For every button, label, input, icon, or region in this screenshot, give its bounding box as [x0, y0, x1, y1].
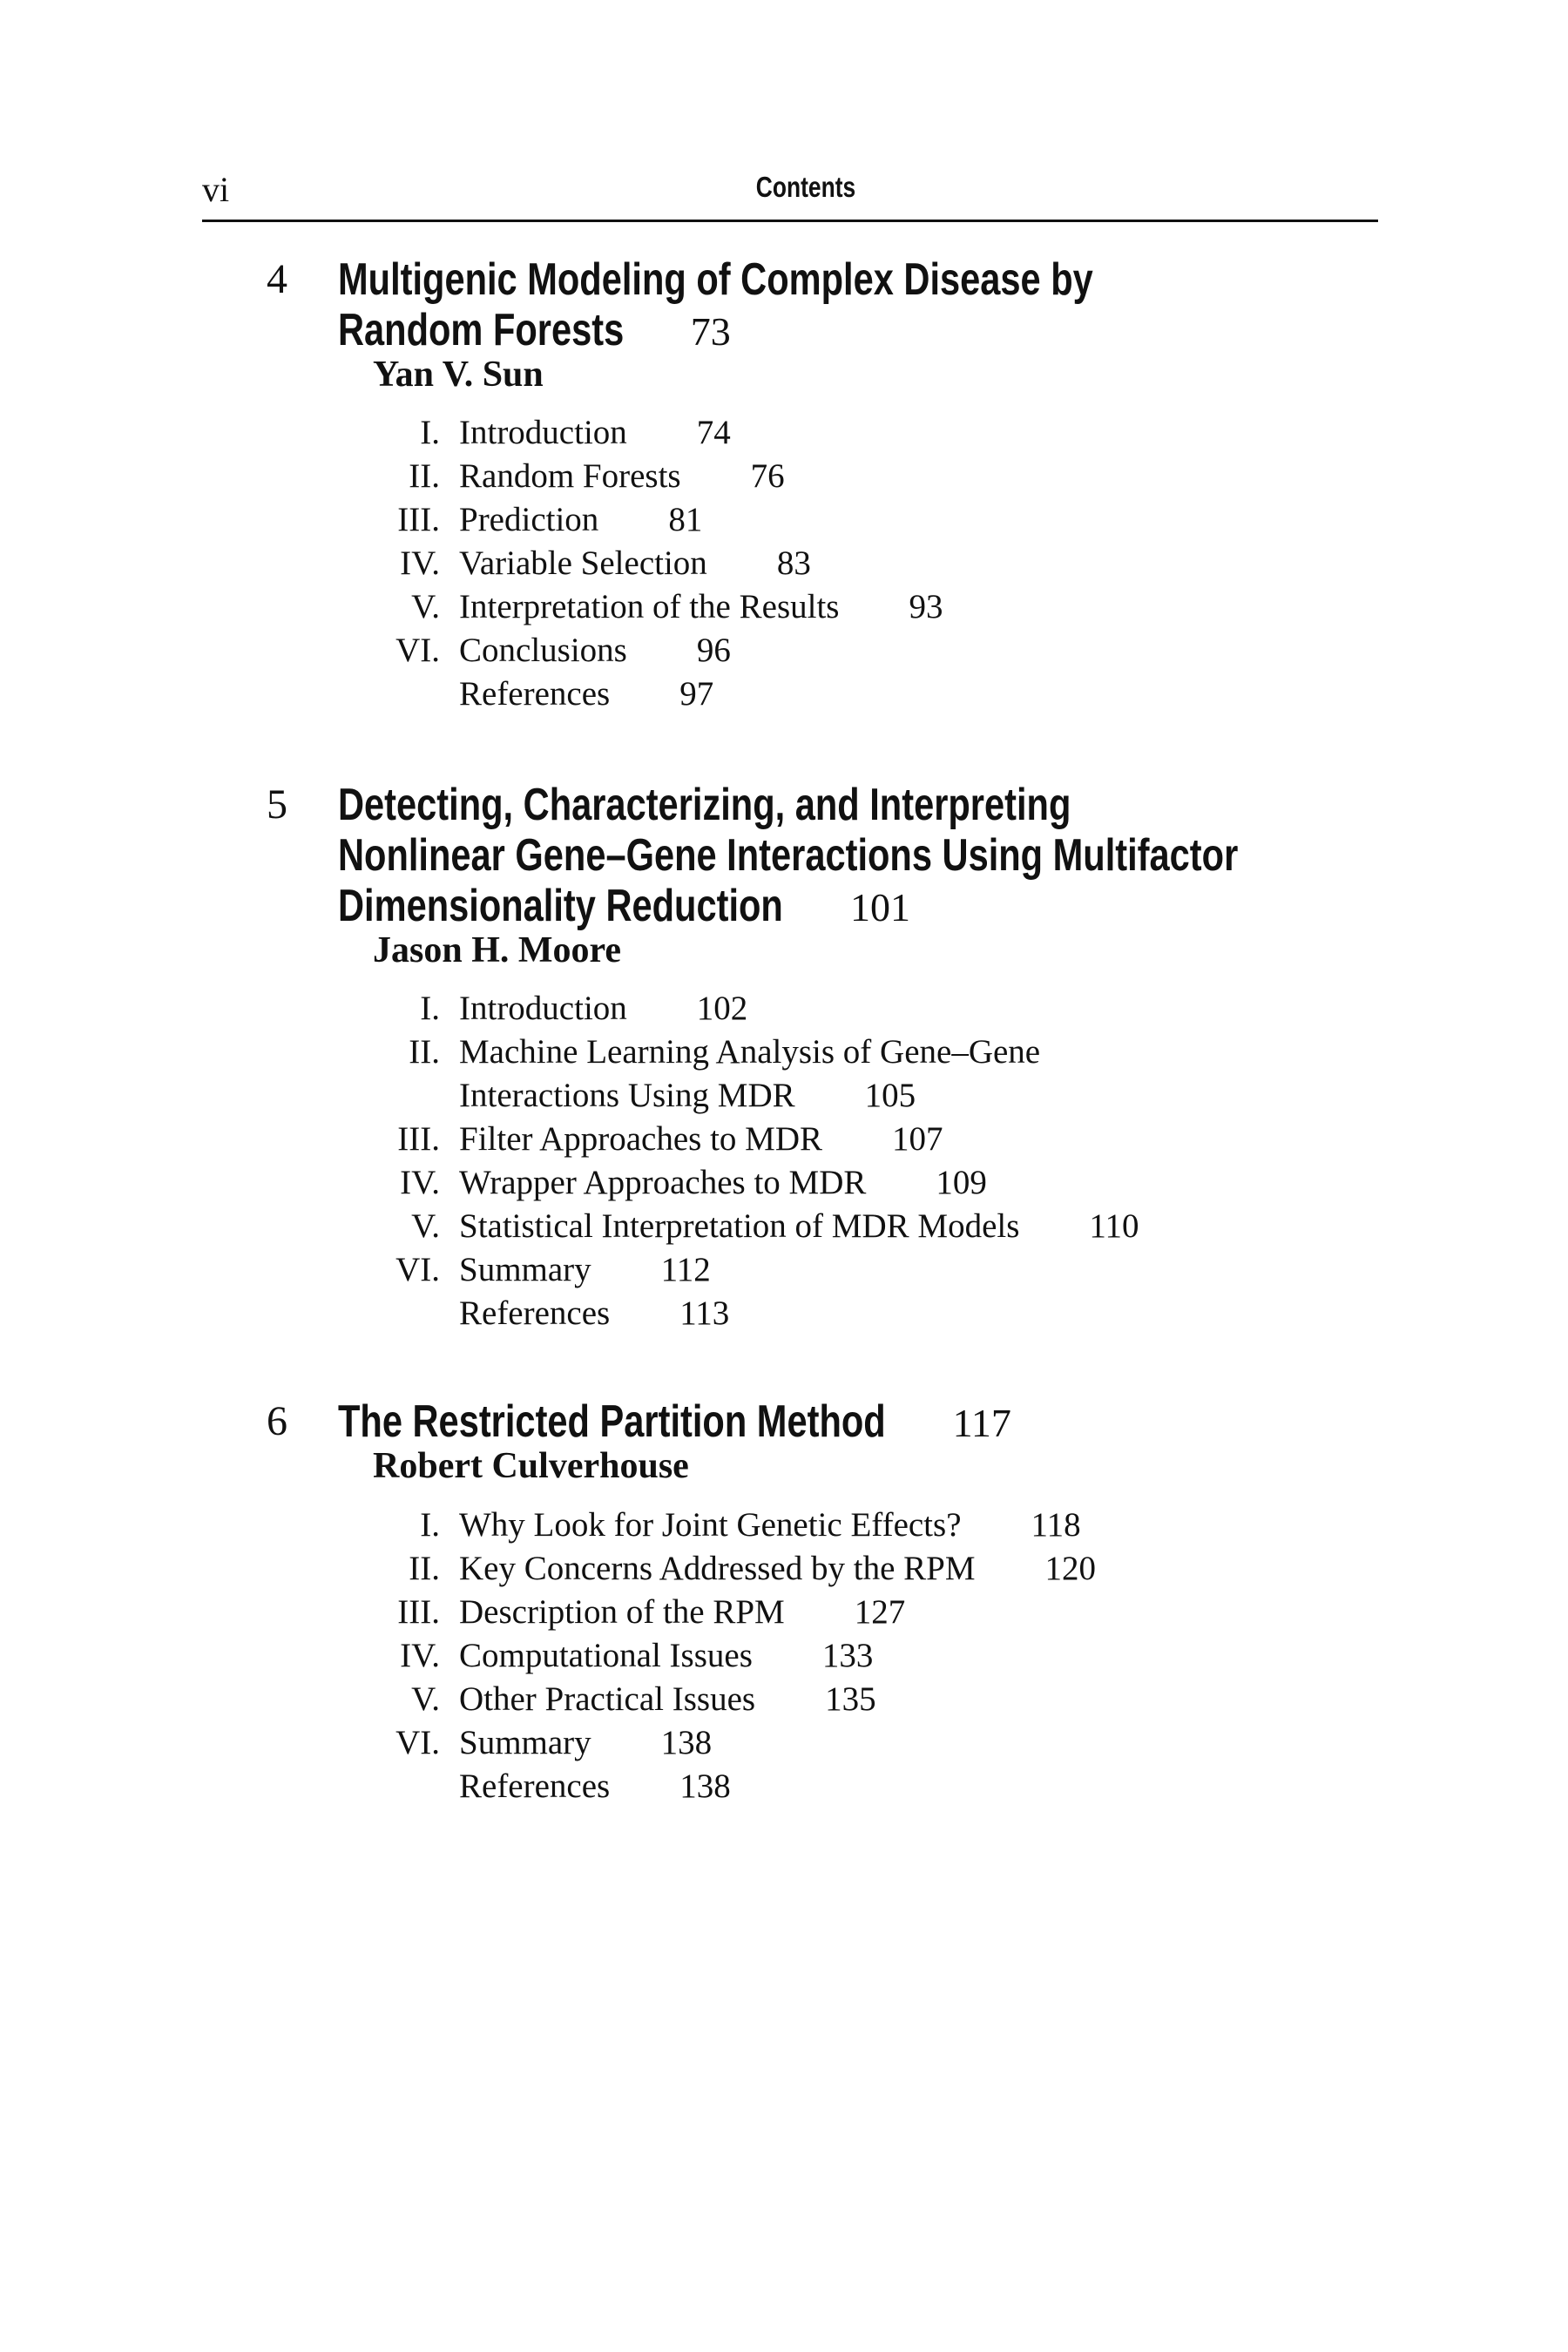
section-title: Introduction: [459, 414, 627, 451]
section-page: 81: [668, 501, 703, 538]
section-entry[interactable]: [0, 987, 1568, 1031]
section-numeral: IV.: [400, 1164, 440, 1201]
section-title: Why Look for Joint Genetic Effects?: [459, 1506, 962, 1544]
section-title: Wrapper Approaches to MDR: [459, 1164, 867, 1201]
section-entry[interactable]: [0, 1248, 1568, 1292]
chapter-number: 6: [267, 1398, 287, 1444]
section-title: Interpretation of the Results: [459, 588, 840, 625]
section-numeral: VI.: [395, 632, 440, 669]
section-entry[interactable]: [0, 542, 1568, 585]
section-page: 76: [750, 457, 785, 495]
section-title: Random Forests: [459, 457, 681, 495]
chapter-title-line: The Restricted Partition Method 117: [338, 1396, 1011, 1447]
chapter-page: 73: [691, 309, 732, 354]
section-numeral: III.: [397, 501, 440, 538]
section-numeral: V.: [411, 1680, 440, 1718]
section-title: References: [459, 1767, 611, 1805]
section-page: 112: [660, 1251, 711, 1288]
section-page: 96: [696, 632, 731, 669]
section-numeral: III.: [397, 1593, 440, 1631]
header-rule: [202, 220, 1378, 222]
section-numeral: III.: [397, 1120, 440, 1158]
section-page: 118: [1031, 1506, 1081, 1544]
section-title: Prediction: [459, 501, 599, 538]
section-entry[interactable]: [0, 411, 1568, 455]
section-title: Description of the RPM: [459, 1593, 785, 1631]
section-entry[interactable]: [0, 1678, 1568, 1721]
chapter-title-line: Multigenic Modeling of Complex Disease by: [338, 254, 1093, 305]
section-numeral: VI.: [395, 1251, 440, 1288]
section-entry[interactable]: [0, 498, 1568, 542]
section-list: [0, 987, 1568, 1335]
chapter-title-line: Nonlinear Gene–Gene Interactions Using Multifactor: [338, 830, 1239, 881]
section-page: 109: [936, 1164, 987, 1201]
section-numeral: I.: [420, 1506, 440, 1544]
section-page: 138: [679, 1767, 731, 1805]
chapter-number: 4: [267, 256, 287, 302]
section-page: 97: [679, 675, 714, 713]
section-title: Machine Learning Analysis of Gene–Gene: [459, 1033, 1041, 1071]
section-entry[interactable]: [0, 1118, 1568, 1161]
section-entry[interactable]: [0, 1205, 1568, 1248]
chapter-title-line: Random Forests 73: [338, 305, 732, 355]
section-page: 110: [1089, 1207, 1139, 1245]
section-page: 102: [696, 990, 748, 1027]
section-numeral: V.: [411, 588, 440, 625]
chapter-title[interactable]: [338, 1396, 1366, 1449]
section-entry[interactable]: [0, 1721, 1568, 1765]
section-page: 105: [864, 1077, 916, 1114]
section-numeral: I.: [420, 990, 440, 1027]
section-title: Statistical Interpretation of MDR Models: [459, 1207, 1020, 1245]
section-page: 113: [679, 1294, 730, 1332]
section-title: Filter Approaches to MDR: [459, 1120, 823, 1158]
section-page: 135: [825, 1680, 876, 1718]
section-entry[interactable]: [0, 455, 1568, 498]
section-entry[interactable]: [0, 1161, 1568, 1205]
chapter-page: 101: [849, 885, 910, 929]
section-entry[interactable]: [0, 1504, 1568, 1547]
section-numeral: II.: [409, 1550, 440, 1587]
section-list: [0, 1504, 1568, 1808]
section-title: Variable Selection: [459, 544, 707, 582]
section-entry[interactable]: [0, 629, 1568, 672]
chapter-page: 117: [952, 1401, 1011, 1445]
section-numeral: IV.: [400, 544, 440, 582]
page-number: vi: [202, 170, 230, 209]
section-list: [0, 411, 1568, 716]
section-page: 138: [660, 1724, 713, 1761]
section-page: 107: [892, 1120, 943, 1158]
section-title: Introduction: [459, 990, 627, 1027]
section-title: Computational Issues: [459, 1637, 753, 1674]
section-numeral: V.: [411, 1207, 440, 1245]
section-entry[interactable]: [0, 585, 1568, 629]
section-page: 133: [821, 1637, 874, 1674]
chapter-title-line: Dimensionality Reduction 101: [338, 881, 910, 931]
section-entry[interactable]: [0, 1292, 1568, 1335]
section-entry[interactable]: [0, 1634, 1568, 1678]
section-title: Conclusions: [459, 632, 627, 669]
chapter-author: Jason H. Moore: [373, 930, 622, 970]
section-title-continued: Interactions Using MDR: [459, 1077, 795, 1114]
section-entry[interactable]: [0, 1765, 1568, 1808]
section-numeral: II.: [409, 1033, 440, 1071]
section-entry[interactable]: [0, 1547, 1568, 1591]
section-title: Summary: [459, 1724, 591, 1761]
chapter-title[interactable]: [338, 780, 1366, 933]
section-numeral: VI.: [395, 1724, 440, 1761]
section-title: Other Practical Issues: [459, 1680, 756, 1718]
chapter-number: 5: [267, 781, 287, 828]
chapter-author: Robert Culverhouse: [373, 1446, 689, 1486]
chapter-author: Yan V. Sun: [373, 355, 544, 395]
section-title: References: [459, 1294, 611, 1332]
section-title: Summary: [459, 1251, 591, 1288]
chapter-title-line: Detecting, Characterizing, and Interpreting: [338, 780, 1071, 830]
section-numeral: II.: [409, 457, 440, 495]
chapter-title[interactable]: [338, 254, 1366, 357]
section-numeral: I.: [420, 414, 440, 451]
section-page: 120: [1044, 1550, 1097, 1587]
running-header-title: Contents: [755, 171, 856, 203]
section-page: 83: [776, 544, 811, 582]
section-title: Key Concerns Addressed by the RPM: [459, 1550, 976, 1587]
section-entry[interactable]: [0, 672, 1568, 716]
section-numeral: IV.: [400, 1637, 440, 1674]
section-page: 93: [909, 588, 943, 625]
section-page: 74: [696, 414, 731, 451]
section-entry[interactable]: [0, 1031, 1568, 1118]
section-entry[interactable]: [0, 1591, 1568, 1634]
section-page: 127: [854, 1593, 906, 1631]
section-title: References: [459, 675, 611, 713]
